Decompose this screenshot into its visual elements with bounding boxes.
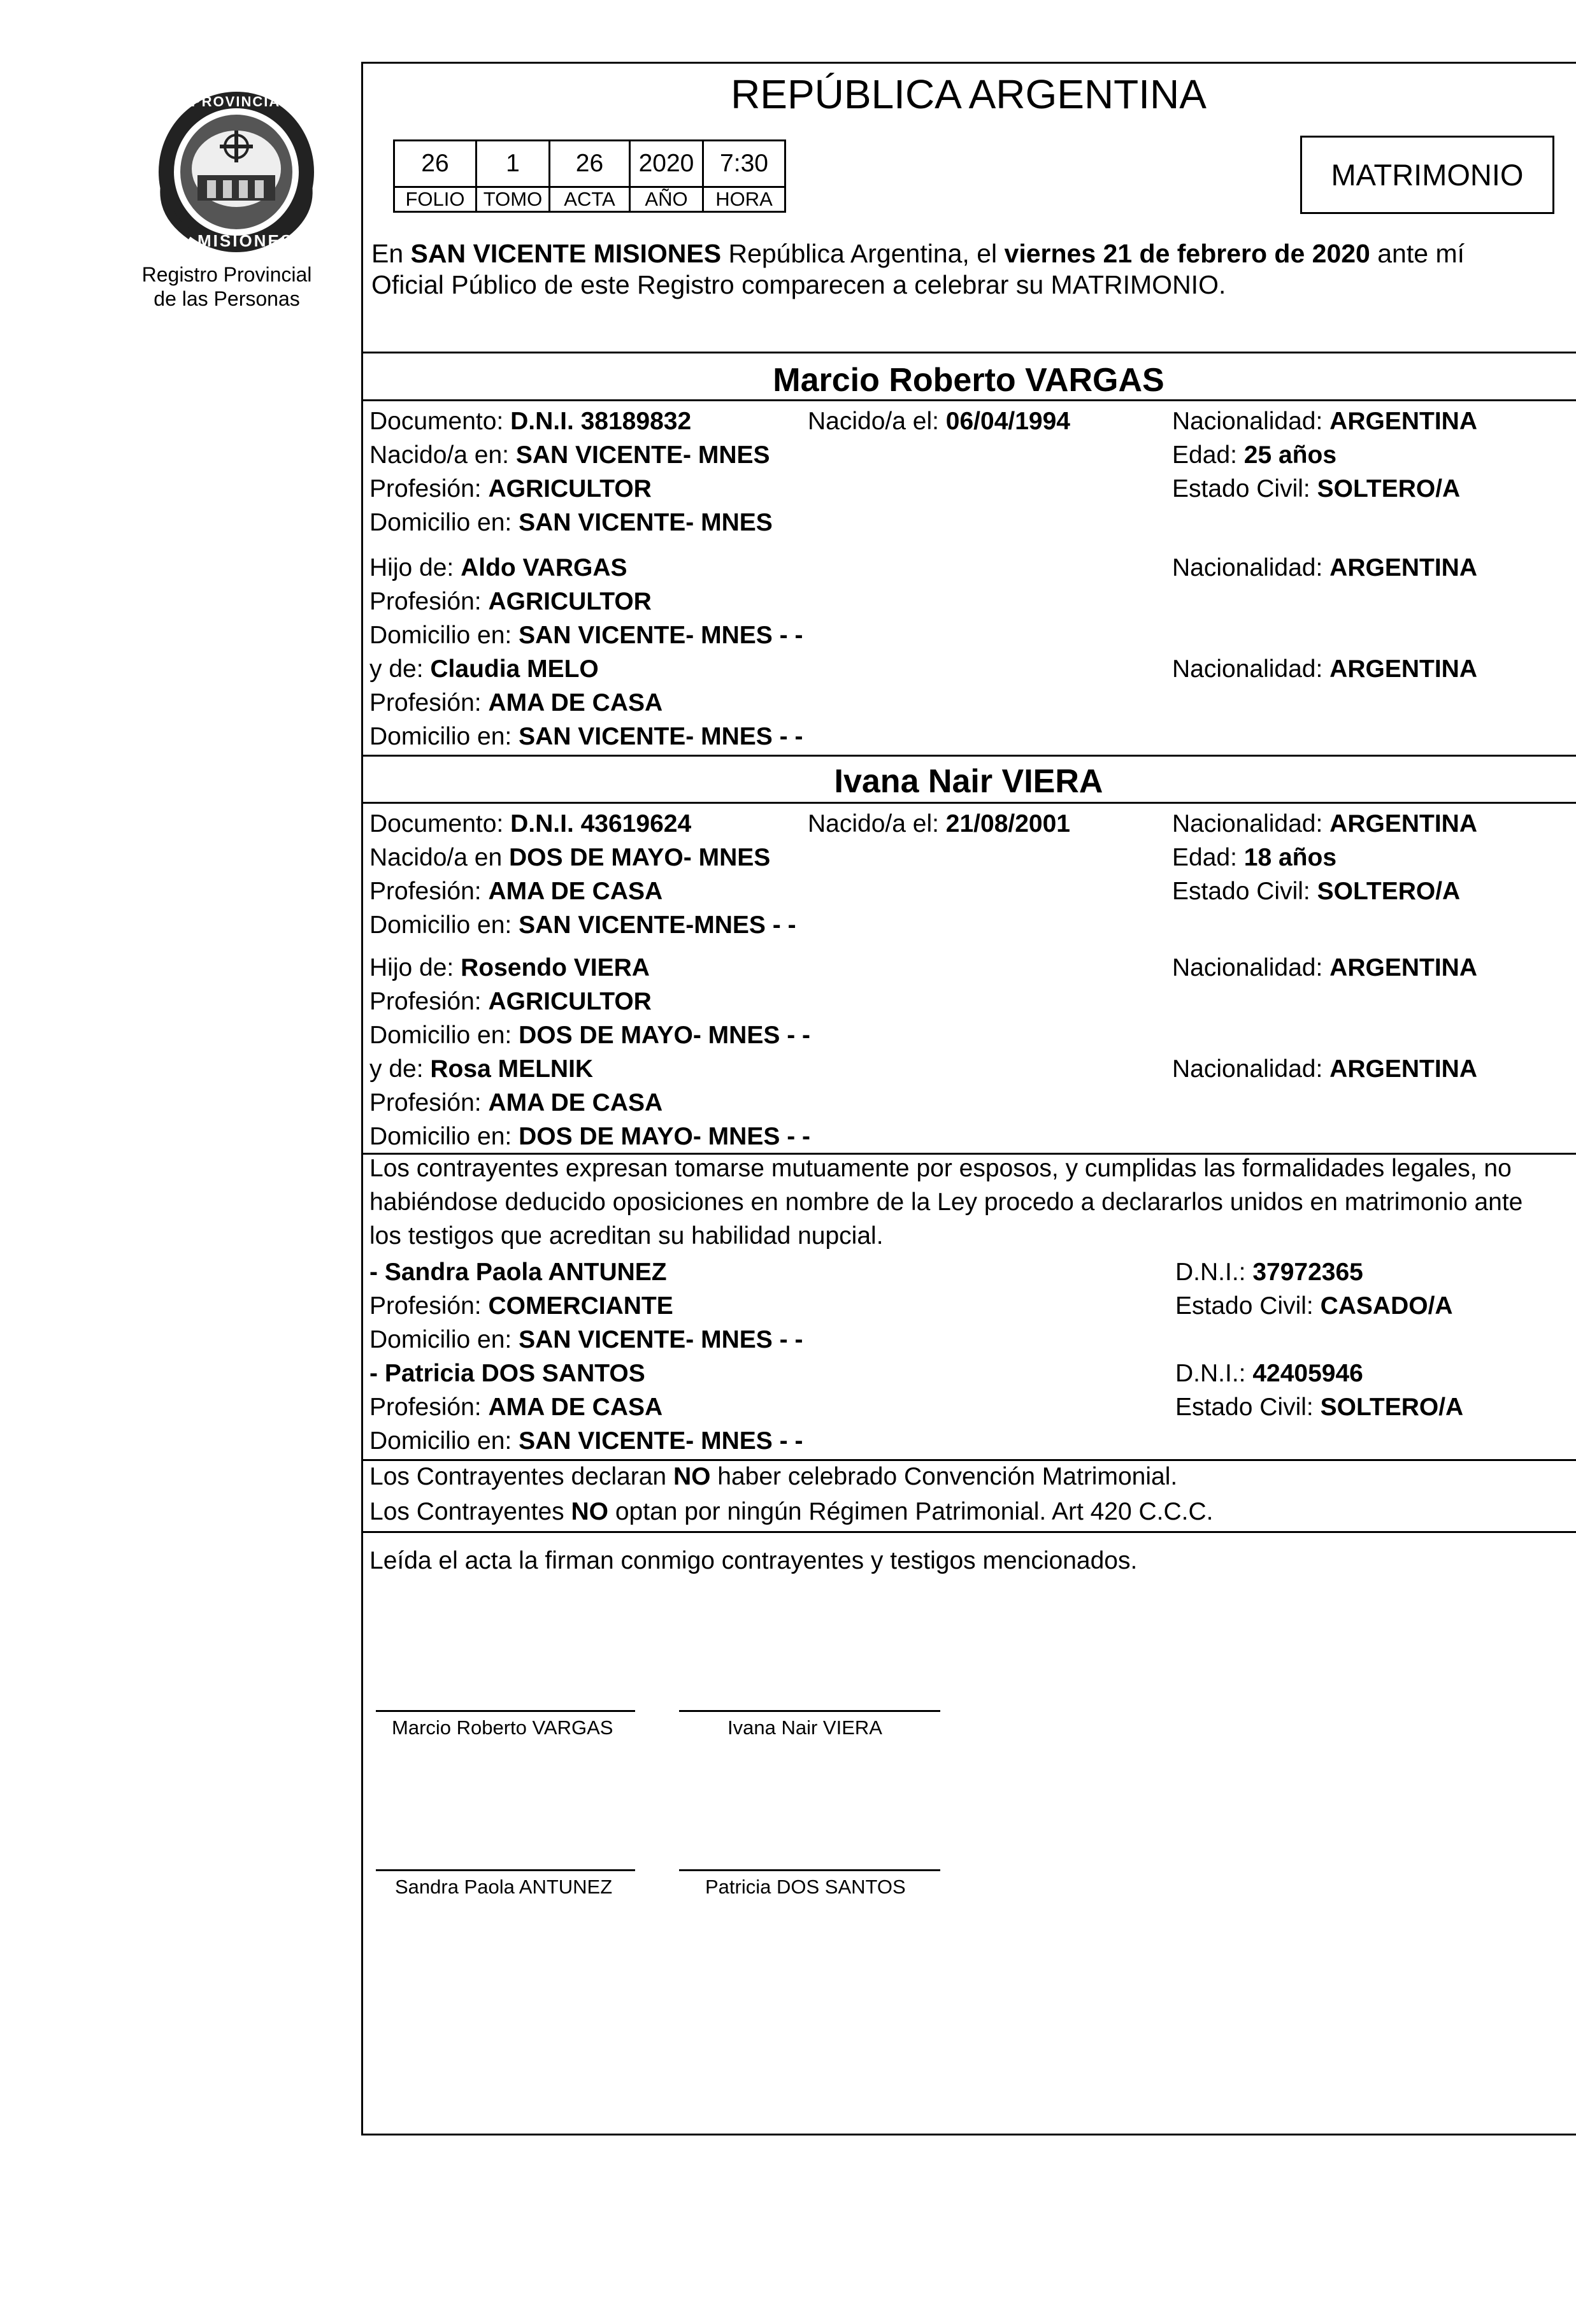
bride-profession: Profesión: AMA DE CASA xyxy=(369,878,663,905)
bride-father: Hijo de: Rosendo VIERA xyxy=(369,954,650,981)
intro-line-1: En SAN VICENTE MISIONES República Argentina, el viernes 21 de febrero de 2020 ante mí xyxy=(371,239,1465,268)
groom-father-profession: Profesión: AGRICULTOR xyxy=(369,588,652,615)
hora-label: HORA xyxy=(703,187,785,212)
witness-2-civil-status: Estado Civil: SOLTERO/A xyxy=(1175,1394,1464,1421)
hora-value: 7:30 xyxy=(703,141,785,187)
bride-mother-address: Domicilio en: DOS DE MAYO- MNES - - xyxy=(369,1123,811,1150)
groom-birthdate: Nacido/a el: 06/04/1994 xyxy=(808,408,1070,435)
signature-groom-name: Marcio Roberto VARGAS xyxy=(392,1716,613,1739)
convention-line-1: Los Contrayentes declaran NO haber celebrado Convención Matrimonial. xyxy=(369,1463,1178,1490)
groom-mother-profession: Profesión: AMA DE CASA xyxy=(369,689,663,716)
witness-1-civil-status: Estado Civil: CASADO/A xyxy=(1175,1292,1453,1320)
groom-father-address: Domicilio en: SAN VICENTE- MNES - - xyxy=(369,622,803,649)
bride-civil-status: Estado Civil: SOLTERO/A xyxy=(1172,878,1461,905)
groom-nationality: Nacionalidad: ARGENTINA xyxy=(1172,408,1478,435)
bride-nationality: Nacionalidad: ARGENTINA xyxy=(1172,810,1478,838)
anio-value: 2020 xyxy=(630,141,703,187)
groom-mother-nationality: Nacionalidad: ARGENTINA xyxy=(1172,655,1478,683)
logo-text-top: PROVINCIA DE xyxy=(191,94,308,110)
folio-label: FOLIO xyxy=(394,187,476,212)
signature-line xyxy=(679,1710,940,1712)
groom-mother-address: Domicilio en: SAN VICENTE- MNES - - xyxy=(369,723,803,750)
groom-name: Marcio Roberto VARGAS xyxy=(773,362,1164,399)
bride-name: Ivana Nair VIERA xyxy=(834,763,1103,800)
acta-value: 26 xyxy=(550,141,630,187)
registry-seal-logo xyxy=(153,86,320,258)
witness-2-name: - Patricia DOS SANTOS xyxy=(369,1360,645,1387)
declaration-line-2: habiéndose deducido oposiciones en nombre de la Ley procedo a declararlos unidos en matrimonio ante xyxy=(369,1188,1523,1216)
bride-mother: y de: Rosa MELNIK xyxy=(369,1055,594,1083)
bride-birthdate: Nacido/a el: 21/08/2001 xyxy=(808,810,1070,838)
witness-1-dni: D.N.I.: 37972365 xyxy=(1175,1258,1363,1286)
bride-father-profession: Profesión: AGRICULTOR xyxy=(369,988,652,1015)
intro-place: SAN VICENTE MISIONES xyxy=(410,239,722,268)
groom-address: Domicilio en: SAN VICENTE- MNES xyxy=(369,509,773,536)
signature-line xyxy=(376,1869,635,1871)
anio-label: AÑO xyxy=(630,187,703,212)
signature-witness-1-name: Sandra Paola ANTUNEZ xyxy=(395,1876,613,1898)
groom-birthplace: Nacido/a en: SAN VICENTE- MNES xyxy=(369,441,770,469)
registry-caption xyxy=(125,262,329,311)
divider xyxy=(361,352,1576,353)
bride-father-address: Domicilio en: DOS DE MAYO- MNES - - xyxy=(369,1022,811,1049)
groom-mother: y de: Claudia MELO xyxy=(369,655,599,683)
convention-line-2: Los Contrayentes NO optan por ningún Régimen Patrimonial. Art 420 C.C.C. xyxy=(369,1498,1214,1525)
tomo-value: 1 xyxy=(476,141,550,187)
witness-1-profession: Profesión: COMERCIANTE xyxy=(369,1292,673,1320)
bride-address: Domicilio en: SAN VICENTE-MNES - - xyxy=(369,911,796,939)
signature-line xyxy=(679,1869,940,1871)
bride-mother-profession: Profesión: AMA DE CASA xyxy=(369,1089,663,1116)
divider xyxy=(361,1531,1576,1533)
registry-caption-line1: Registro Provincial xyxy=(141,263,312,286)
bride-father-nationality: Nacionalidad: ARGENTINA xyxy=(1172,954,1478,981)
groom-profession: Profesión: AGRICULTOR xyxy=(369,475,652,503)
divider xyxy=(361,755,1576,757)
witness-2-address: Domicilio en: SAN VICENTE- MNES - - xyxy=(369,1427,803,1455)
act-numbers-table xyxy=(393,139,786,213)
folio-value: 26 xyxy=(394,141,476,187)
closing-statement: Leída el acta la firman conmigo contrayentes y testigos mencionados. xyxy=(369,1547,1138,1574)
declaration-line-3: los testigos que acreditan su habilidad nupcial. xyxy=(369,1222,884,1250)
groom-document: Documento: D.N.I. 38189832 xyxy=(369,408,692,435)
groom-father: Hijo de: Aldo VARGAS xyxy=(369,554,627,581)
declaration-line-1: Los contrayentes expresan tomarse mutuamente por esposos, y cumplidas las formalidades legales, no xyxy=(369,1155,1512,1182)
witness-1-address: Domicilio en: SAN VICENTE- MNES - - xyxy=(369,1326,803,1353)
page-title: REPÚBLICA ARGENTINA xyxy=(731,71,1207,117)
intro-line-2: Oficial Público de este Registro comparecen a celebrar su MATRIMONIO. xyxy=(371,270,1226,299)
signature-witness-2-name: Patricia DOS SANTOS xyxy=(705,1876,906,1898)
bride-mother-nationality: Nacionalidad: ARGENTINA xyxy=(1172,1055,1478,1083)
groom-age: Edad: 25 años xyxy=(1172,441,1337,469)
logo-text-bottom: MISIONES xyxy=(197,231,294,250)
divider xyxy=(361,802,1576,804)
divider xyxy=(361,399,1576,401)
registry-caption-line2: de las Personas xyxy=(154,287,300,310)
act-type-box: MATRIMONIO xyxy=(1300,136,1554,214)
witness-1-name: - Sandra Paola ANTUNEZ xyxy=(369,1258,667,1286)
signature-line xyxy=(376,1710,635,1712)
intro-date: viernes 21 de febrero de 2020 xyxy=(1004,239,1370,268)
acta-label: ACTA xyxy=(550,187,630,212)
signature-bride-name: Ivana Nair VIERA xyxy=(727,1716,882,1739)
bride-birthplace: Nacido/a en DOS DE MAYO- MNES xyxy=(369,844,771,871)
bride-age: Edad: 18 años xyxy=(1172,844,1337,871)
witness-2-dni: D.N.I.: 42405946 xyxy=(1175,1360,1363,1387)
groom-father-nationality: Nacionalidad: ARGENTINA xyxy=(1172,554,1478,581)
tomo-label: TOMO xyxy=(476,187,550,212)
groom-civil-status: Estado Civil: SOLTERO/A xyxy=(1172,475,1461,503)
bride-document: Documento: D.N.I. 43619624 xyxy=(369,810,692,838)
witness-2-profession: Profesión: AMA DE CASA xyxy=(369,1394,663,1421)
